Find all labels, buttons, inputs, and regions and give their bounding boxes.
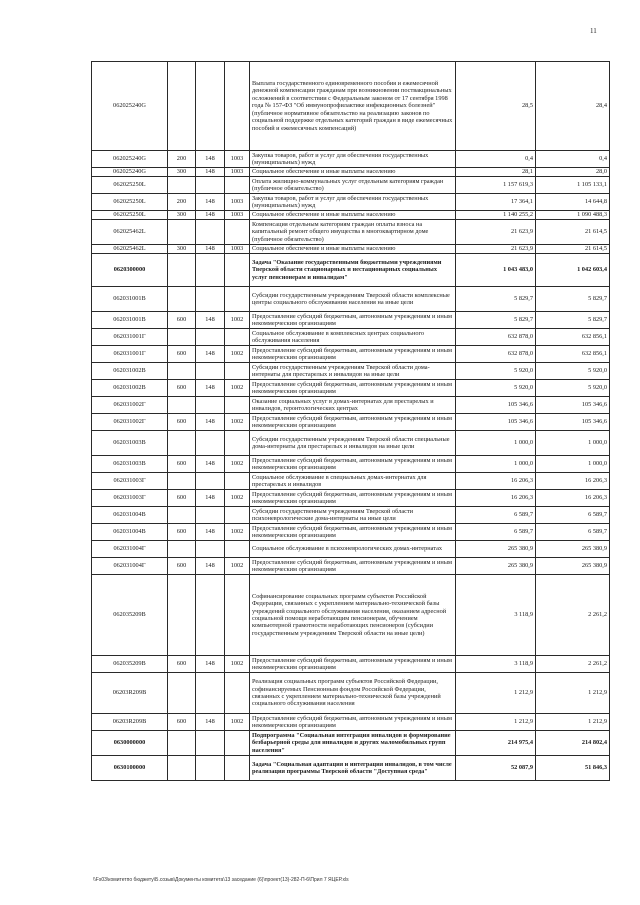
row-value-approved: 17 364,1 — [456, 194, 536, 211]
row-value-approved: 3 118,9 — [456, 656, 536, 673]
row-value-executed: 16 206,3 — [536, 490, 610, 507]
row-admin-code — [196, 673, 225, 714]
row-code: 062031001В — [92, 287, 168, 312]
row-value-approved: 16 206,3 — [456, 473, 536, 490]
row-value-executed: 21 614,5 — [536, 220, 610, 245]
row-admin-code — [196, 177, 225, 194]
row-code: 06203R209В — [92, 673, 168, 714]
table-row — [92, 656, 610, 673]
table-row — [92, 490, 610, 507]
table-row — [92, 254, 610, 287]
row-expense-type — [168, 731, 196, 756]
row-description: Реализация социальных программ субъектов Российской Федерации, софинансируемых Пенсионным фондом Российской Федерации, связанных с укреплением материально-технической базы учреждений социального обслуживания населения — [250, 673, 456, 714]
row-value-executed: 1 000,0 — [536, 456, 610, 473]
row-admin-code — [196, 473, 225, 490]
row-admin-code — [196, 287, 225, 312]
table-row — [92, 507, 610, 524]
row-value-executed: 51 846,3 — [536, 756, 610, 781]
row-description: Предоставление субсидий бюджетным, автономным учреждениям и иным некоммерческим организациям — [250, 490, 456, 507]
row-section-code: 1002 — [225, 714, 250, 731]
row-description: Оплата жилищно-коммунальных услуг отдельным категориям граждан (публичное обязательство) — [250, 177, 456, 194]
row-value-executed: 265 380,9 — [536, 558, 610, 575]
row-code: 062031003Г — [92, 490, 168, 507]
row-code: 062025240G — [92, 151, 168, 168]
row-admin-code — [196, 756, 225, 781]
row-admin-code: 148 — [196, 714, 225, 731]
row-description: Компенсация отдельным категориям граждан оплаты взноса на капитальный ремонт общего имущества в многоквартирном доме (публичное обязательство) — [250, 220, 456, 245]
row-expense-type — [168, 575, 196, 656]
row-description: Предоставление субсидий бюджетным, автономным учреждениям и иным некоммерческим организациям — [250, 524, 456, 541]
table-row — [92, 245, 610, 254]
row-description: Предоставление субсидий бюджетным, автономным учреждениям и иным некоммерческим организациям — [250, 380, 456, 397]
row-section-code: 1003 — [225, 168, 250, 177]
table-row — [92, 431, 610, 456]
row-expense-type: 600 — [168, 656, 196, 673]
row-expense-type: 600 — [168, 490, 196, 507]
row-section-code — [225, 575, 250, 656]
row-value-executed: 0,4 — [536, 151, 610, 168]
row-code: 062035209В — [92, 656, 168, 673]
row-section-code: 1002 — [225, 558, 250, 575]
row-section-code — [225, 254, 250, 287]
row-expense-type — [168, 220, 196, 245]
row-expense-type: 300 — [168, 168, 196, 177]
row-value-executed: 6 589,7 — [536, 507, 610, 524]
row-admin-code: 148 — [196, 656, 225, 673]
row-admin-code: 148 — [196, 346, 225, 363]
table-row — [92, 558, 610, 575]
row-code: 0630000000 — [92, 731, 168, 756]
row-code: 062031004Г — [92, 541, 168, 558]
row-expense-type — [168, 673, 196, 714]
row-value-executed: 2 261,2 — [536, 656, 610, 673]
row-section-code: 1002 — [225, 414, 250, 431]
table-row — [92, 329, 610, 346]
row-admin-code: 148 — [196, 168, 225, 177]
row-value-approved: 1 043 483,0 — [456, 254, 536, 287]
row-description: Закупка товаров, работ и услуг для обеспечения государственных (муниципальных) нужд — [250, 151, 456, 168]
row-value-approved: 5 829,7 — [456, 312, 536, 329]
row-description: Выплата государственного единовременного пособия и ежемесячной денежной компенсации гражданам при возникновении поствакцинальных осложнений в соответствии с Федеральным законом от 17 сентября 1998 года № 157-ФЗ "Об иммунопрофилактике инфекционных болезней" (публичное нормативное обязательство на реализацию законов по социальной поддержке отдельных категорий граждан в виде ежемесячных пособий и ежемесячных компенсаций) — [250, 62, 456, 151]
row-admin-code: 148 — [196, 490, 225, 507]
row-description: Социальное обслуживание в комплексных центрах социального обслуживания населения — [250, 329, 456, 346]
row-section-code: 1003 — [225, 211, 250, 220]
row-code: 062035209В — [92, 575, 168, 656]
row-expense-type: 300 — [168, 211, 196, 220]
row-description: Оказание социальных услуг в домах-интернатах для престарелых и инвалидов, геронтологических центрах — [250, 397, 456, 414]
row-value-approved: 0,4 — [456, 151, 536, 168]
table-row — [92, 346, 610, 363]
row-description: Задача "Оказание государственными бюджетными учреждениями Тверской области стационарных и нестационарных социальных услуг пенсионерам и инвалидам" — [250, 254, 456, 287]
row-expense-type — [168, 431, 196, 456]
row-section-code — [225, 673, 250, 714]
table-row — [92, 575, 610, 656]
row-section-code — [225, 329, 250, 346]
row-admin-code — [196, 507, 225, 524]
row-value-approved: 5 920,0 — [456, 363, 536, 380]
table-body — [92, 62, 610, 781]
row-admin-code: 148 — [196, 380, 225, 397]
row-expense-type — [168, 541, 196, 558]
row-code: 062025250L — [92, 177, 168, 194]
row-value-executed: 1 105 133,1 — [536, 177, 610, 194]
row-code: 062025240G — [92, 62, 168, 151]
row-expense-type — [168, 363, 196, 380]
row-expense-type: 600 — [168, 414, 196, 431]
row-value-approved: 1 000,0 — [456, 456, 536, 473]
row-value-executed: 5 920,0 — [536, 380, 610, 397]
row-description: Субсидии государственным учреждениям Тверской области специальные дома-интернаты для престарелых и инвалидов на иные цели — [250, 431, 456, 456]
row-section-code: 1002 — [225, 380, 250, 397]
row-description: Задача "Социальная адаптация и интеграция инвалидов, в том числе реализация программы Тверской области "Доступная среда" — [250, 756, 456, 781]
row-value-approved: 1 157 619,3 — [456, 177, 536, 194]
row-code: 0620300000 — [92, 254, 168, 287]
row-value-executed: 632 856,1 — [536, 329, 610, 346]
row-value-approved: 265 380,9 — [456, 541, 536, 558]
row-value-executed: 1 090 488,3 — [536, 211, 610, 220]
row-admin-code: 148 — [196, 414, 225, 431]
row-value-executed: 105 346,6 — [536, 397, 610, 414]
row-section-code — [225, 220, 250, 245]
row-description: Предоставление субсидий бюджетным, автономным учреждениям и иным некоммерческим организациям — [250, 558, 456, 575]
row-value-approved: 21 623,9 — [456, 245, 536, 254]
row-expense-type: 200 — [168, 194, 196, 211]
row-section-code — [225, 756, 250, 781]
row-value-approved: 28,1 — [456, 168, 536, 177]
table-row — [92, 220, 610, 245]
budget-table — [91, 61, 610, 781]
row-description: Софинансирование социальных программ субъектов Российской Федерации, связанных с укреплением материально-технической базы учреждений социального обслуживания населения, оказанием адресной социальной помощи неработающим пенсионерам, обучением компьютерной грамотности неработающих пенсионеров (субсидии государственным учреждениям Тверской области на иные цели) — [250, 575, 456, 656]
row-code: 062031004Г — [92, 558, 168, 575]
row-value-executed: 28,4 — [536, 62, 610, 151]
row-description: Социальное обслуживание в психоневрологических домах-интернатах — [250, 541, 456, 558]
row-expense-type: 200 — [168, 151, 196, 168]
row-description: Социальное обслуживание в специальных домах-интернатах для престарелых и инвалидов — [250, 473, 456, 490]
row-admin-code: 148 — [196, 151, 225, 168]
row-value-executed: 21 614,5 — [536, 245, 610, 254]
row-section-code: 1002 — [225, 456, 250, 473]
row-expense-type — [168, 507, 196, 524]
row-value-approved: 632 878,0 — [456, 329, 536, 346]
table-row — [92, 756, 610, 781]
row-admin-code — [196, 254, 225, 287]
row-description: Субсидии государственным учреждениям Тверской области психоневрологические дома-интернаты на иные цели — [250, 507, 456, 524]
row-code: 0630100000 — [92, 756, 168, 781]
row-value-approved: 52 087,9 — [456, 756, 536, 781]
row-admin-code — [196, 431, 225, 456]
row-value-executed: 214 802,4 — [536, 731, 610, 756]
row-section-code: 1003 — [225, 151, 250, 168]
row-value-executed: 16 206,3 — [536, 473, 610, 490]
row-admin-code — [196, 575, 225, 656]
row-value-executed: 1 042 603,4 — [536, 254, 610, 287]
row-code: 062025240G — [92, 168, 168, 177]
row-admin-code — [196, 62, 225, 151]
row-admin-code — [196, 397, 225, 414]
row-code: 062025250L — [92, 211, 168, 220]
page-number: 11 — [590, 27, 597, 35]
row-value-approved: 105 346,6 — [456, 397, 536, 414]
row-code: 062031002Г — [92, 414, 168, 431]
row-code: 062031002В — [92, 380, 168, 397]
row-section-code: 1003 — [225, 194, 250, 211]
row-section-code — [225, 397, 250, 414]
row-value-approved: 3 118,9 — [456, 575, 536, 656]
table-row — [92, 211, 610, 220]
row-code: 062031001В — [92, 312, 168, 329]
table-row — [92, 168, 610, 177]
row-value-executed: 28,0 — [536, 168, 610, 177]
table-row — [92, 363, 610, 380]
row-section-code: 1002 — [225, 312, 250, 329]
row-section-code: 1003 — [225, 245, 250, 254]
row-description: Социальное обеспечение и иные выплаты населению — [250, 168, 456, 177]
table-row — [92, 151, 610, 168]
table-row — [92, 414, 610, 431]
row-admin-code — [196, 220, 225, 245]
row-value-executed: 5 920,0 — [536, 363, 610, 380]
row-code: 062031004В — [92, 507, 168, 524]
table-row — [92, 312, 610, 329]
table-row — [92, 473, 610, 490]
row-expense-type: 600 — [168, 456, 196, 473]
row-value-approved: 21 623,9 — [456, 220, 536, 245]
row-value-executed: 105 346,6 — [536, 414, 610, 431]
row-value-approved: 5 829,7 — [456, 287, 536, 312]
row-admin-code — [196, 541, 225, 558]
row-section-code — [225, 507, 250, 524]
table-row — [92, 714, 610, 731]
row-admin-code: 148 — [196, 524, 225, 541]
row-expense-type — [168, 177, 196, 194]
row-value-executed: 265 380,9 — [536, 541, 610, 558]
row-admin-code: 148 — [196, 456, 225, 473]
row-expense-type — [168, 329, 196, 346]
row-code: 062031001Г — [92, 346, 168, 363]
row-section-code — [225, 177, 250, 194]
row-code: 062031002Г — [92, 397, 168, 414]
row-value-approved: 6 589,7 — [456, 524, 536, 541]
row-value-approved: 632 878,0 — [456, 346, 536, 363]
row-code: 062031003Г — [92, 473, 168, 490]
table-row — [92, 194, 610, 211]
row-expense-type — [168, 473, 196, 490]
row-code: 06203R209В — [92, 714, 168, 731]
row-section-code — [225, 541, 250, 558]
row-value-approved: 6 589,7 — [456, 507, 536, 524]
row-admin-code — [196, 731, 225, 756]
row-value-approved: 214 975,4 — [456, 731, 536, 756]
row-value-executed: 1 212,9 — [536, 714, 610, 731]
row-value-approved: 16 206,3 — [456, 490, 536, 507]
row-description: Субсидии государственным учреждениям Тверской области дома-интернаты для престарелых и инвалидов на иные цели — [250, 363, 456, 380]
row-section-code — [225, 431, 250, 456]
row-description: Предоставление субсидий бюджетным, автономным учреждениям и иным некоммерческим организациям — [250, 714, 456, 731]
row-section-code: 1002 — [225, 524, 250, 541]
row-value-executed: 14 644,8 — [536, 194, 610, 211]
row-expense-type — [168, 397, 196, 414]
table-row — [92, 397, 610, 414]
row-value-approved: 28,5 — [456, 62, 536, 151]
row-value-executed: 6 589,7 — [536, 524, 610, 541]
row-section-code — [225, 287, 250, 312]
row-admin-code: 148 — [196, 245, 225, 254]
row-admin-code — [196, 363, 225, 380]
table-row — [92, 541, 610, 558]
row-description: Предоставление субсидий бюджетным, автономным учреждениям и иным некоммерческим организациям — [250, 346, 456, 363]
row-value-executed: 1 000,0 — [536, 431, 610, 456]
row-section-code — [225, 363, 250, 380]
row-value-approved: 105 346,6 — [456, 414, 536, 431]
row-section-code — [225, 62, 250, 151]
row-code: 062031003В — [92, 456, 168, 473]
row-description: Предоставление субсидий бюджетным, автономным учреждениям и иным некоммерческим организациям — [250, 312, 456, 329]
row-section-code — [225, 731, 250, 756]
table-row — [92, 62, 610, 151]
row-description: Предоставление субсидий бюджетным, автономным учреждениям и иным некоммерческим организациям — [250, 414, 456, 431]
table-row — [92, 380, 610, 397]
row-admin-code: 148 — [196, 194, 225, 211]
row-expense-type: 600 — [168, 346, 196, 363]
row-admin-code: 148 — [196, 211, 225, 220]
row-expense-type: 600 — [168, 380, 196, 397]
row-section-code: 1002 — [225, 490, 250, 507]
row-expense-type — [168, 62, 196, 151]
row-expense-type: 600 — [168, 558, 196, 575]
row-description: Предоставление субсидий бюджетным, автономным учреждениям и иным некоммерческим организациям — [250, 456, 456, 473]
row-value-approved: 5 920,0 — [456, 380, 536, 397]
row-description: Закупка товаров, работ и услуг для обеспечения государственных (муниципальных) нужд — [250, 194, 456, 211]
row-code: 062025462L — [92, 220, 168, 245]
row-description: Подпрограмма "Социальная интеграция инвалидов и формирование безбарьерной среды для инвалидов и других маломобильных групп населения" — [250, 731, 456, 756]
row-section-code: 1002 — [225, 346, 250, 363]
row-value-executed: 632 856,1 — [536, 346, 610, 363]
file-path-footer: \\Fs03\комитетпо бюджету\Б.созыв\Документы комитета\13 заседание (6)\проект(13)-282-П-6\Прил 7 ЯЦЕР.xls — [93, 877, 349, 883]
row-value-executed: 5 829,7 — [536, 287, 610, 312]
row-value-executed: 5 829,7 — [536, 312, 610, 329]
row-description: Социальное обеспечение и иные выплаты населению — [250, 211, 456, 220]
row-admin-code: 148 — [196, 312, 225, 329]
row-value-approved: 265 380,9 — [456, 558, 536, 575]
table-row — [92, 287, 610, 312]
row-code: 062031003В — [92, 431, 168, 456]
row-code: 062031002В — [92, 363, 168, 380]
row-expense-type: 600 — [168, 714, 196, 731]
row-description: Субсидии государственным учреждениям Тверской области комплексные центры социального обслуживания населения на иные цели — [250, 287, 456, 312]
row-expense-type — [168, 756, 196, 781]
row-value-approved: 1 140 255,2 — [456, 211, 536, 220]
row-description: Социальное обеспечение и иные выплаты населению — [250, 245, 456, 254]
row-admin-code: 148 — [196, 558, 225, 575]
row-code: 062025462L — [92, 245, 168, 254]
table-row — [92, 177, 610, 194]
row-value-executed: 1 212,9 — [536, 673, 610, 714]
table-row — [92, 673, 610, 714]
table-row — [92, 524, 610, 541]
table-row — [92, 456, 610, 473]
row-code: 062031004В — [92, 524, 168, 541]
row-section-code — [225, 473, 250, 490]
row-section-code: 1002 — [225, 656, 250, 673]
row-value-approved: 1 212,9 — [456, 673, 536, 714]
row-value-approved: 1 000,0 — [456, 431, 536, 456]
row-expense-type — [168, 287, 196, 312]
table-row — [92, 731, 610, 756]
row-expense-type: 600 — [168, 312, 196, 329]
row-description: Предоставление субсидий бюджетным, автономным учреждениям и иным некоммерческим организациям — [250, 656, 456, 673]
row-value-executed: 2 261,2 — [536, 575, 610, 656]
row-value-approved: 1 212,9 — [456, 714, 536, 731]
row-code: 062031001Г — [92, 329, 168, 346]
row-expense-type: 300 — [168, 245, 196, 254]
row-admin-code — [196, 329, 225, 346]
row-code: 062025250L — [92, 194, 168, 211]
row-expense-type: 600 — [168, 524, 196, 541]
row-expense-type — [168, 254, 196, 287]
